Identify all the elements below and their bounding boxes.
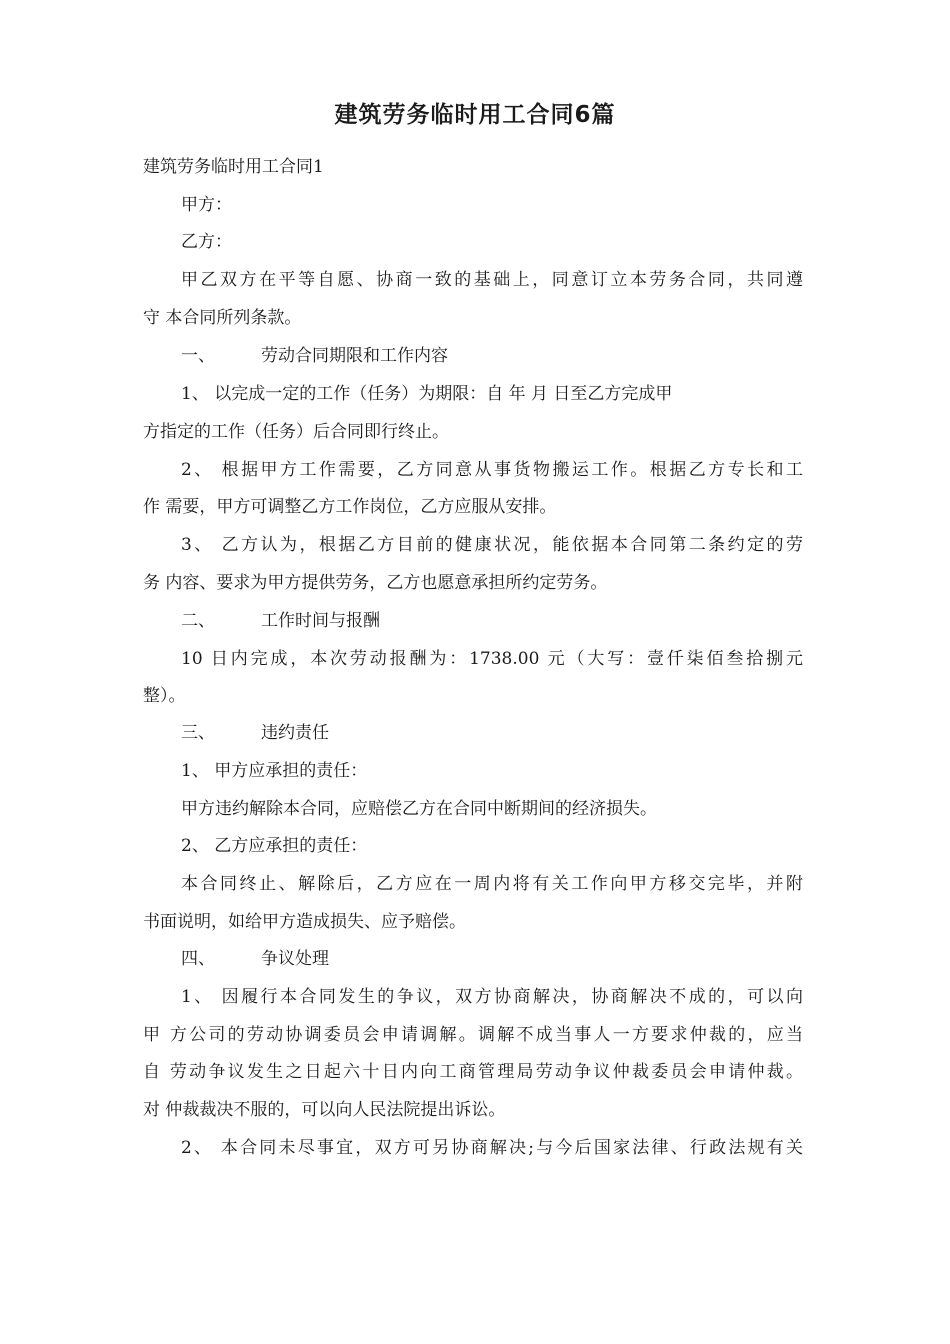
s1-clause-3-line-1: 3、 乙方认为，根据乙方目前的健康状况，能依据本合同第二条约定的劳 (181, 535, 803, 555)
section-2-number: 二、 (181, 611, 215, 631)
s4-clause-2-line-1: 2、 本合同未尽事宜，双方可另协商解决;与今后国家法律、行政法规有关 (181, 1138, 803, 1158)
s3-clause-2-body-line-1: 本合同终止、解除后，乙方应在一周内将有关工作向甲方移交完毕，并附 (181, 874, 803, 894)
section-3-heading (181, 721, 329, 745)
section-2-title: 工作时间与报酬 (261, 611, 380, 631)
document-subtitle: 建筑劳务临时用工合同1 (143, 157, 324, 177)
section-1-number: 一、 (181, 346, 215, 366)
party-b-label: 乙方： (181, 232, 232, 252)
s1-clause-1-line-1: 1、 以完成一定的工作（任务）为期限：自 年 月 日至乙方完成甲 (181, 384, 673, 404)
s4-clause-1-line-4: 对 仲裁裁决不服的，可以向人民法院提出诉讼。 (143, 1100, 506, 1120)
section-1-title: 劳动合同期限和工作内容 (261, 346, 448, 366)
section-4-title: 争议处理 (261, 949, 329, 969)
s1-clause-2-line-1: 2、 根据甲方工作需要，乙方同意从事货物搬运工作。根据乙方专长和工 (181, 460, 803, 480)
s2-payment-line-2: 整）。 (143, 686, 186, 706)
s4-clause-1-line-3: 自 劳动争议发生之日起六十日内向工商管理局劳动争议仲裁委员会申请仲裁。 (143, 1062, 803, 1082)
s3-clause-2-body-line-2: 书面说明，如给甲方造成损失、应予赔偿。 (143, 912, 466, 932)
party-a-label: 甲方： (181, 195, 232, 215)
s2-payment-line-1: 10 日内完成，本次劳动报酬为：1738.00 元（大写：壹仟柒佰叁拾捌元 (181, 649, 803, 669)
s4-clause-1-line-1: 1、 因履行本合同发生的争议，双方协商解决，协商解决不成的，可以向 (181, 987, 803, 1007)
s3-clause-2: 2、 乙方应承担的责任： (181, 836, 368, 856)
s3-clause-1: 1、 甲方应承担的责任： (181, 761, 368, 781)
s1-clause-1-line-2: 方指定的工作（任务）后合同即行终止。 (143, 422, 449, 442)
section-3-title: 违约责任 (261, 723, 329, 743)
intro-line-2: 守 本合同所列条款。 (143, 308, 302, 328)
section-1-heading (181, 344, 448, 368)
section-4-number: 四、 (181, 949, 215, 969)
document-title: 建筑劳务临时用工合同6篇 (334, 102, 616, 128)
section-3-number: 三、 (181, 723, 215, 743)
section-4-heading (181, 947, 329, 971)
s1-clause-3-line-2: 务 内容、要求为甲方提供劳务，乙方也愿意承担所约定劳务。 (143, 573, 608, 593)
intro-line-1: 甲乙双方在平等自愿、协商一致的基础上，同意订立本劳务合同，共同遵 (181, 270, 803, 290)
section-2-heading (181, 609, 380, 633)
s1-clause-2-line-2: 作 需要，甲方可调整乙方工作岗位，乙方应服从安排。 (143, 497, 557, 517)
s4-clause-1-line-2: 甲 方公司的劳动协调委员会申请调解。调解不成当事人一方要求仲裁的，应当 (143, 1025, 803, 1045)
s3-clause-1-body: 甲方违约解除本合同，应赔偿乙方在合同中断期间的经济损失。 (181, 799, 657, 819)
